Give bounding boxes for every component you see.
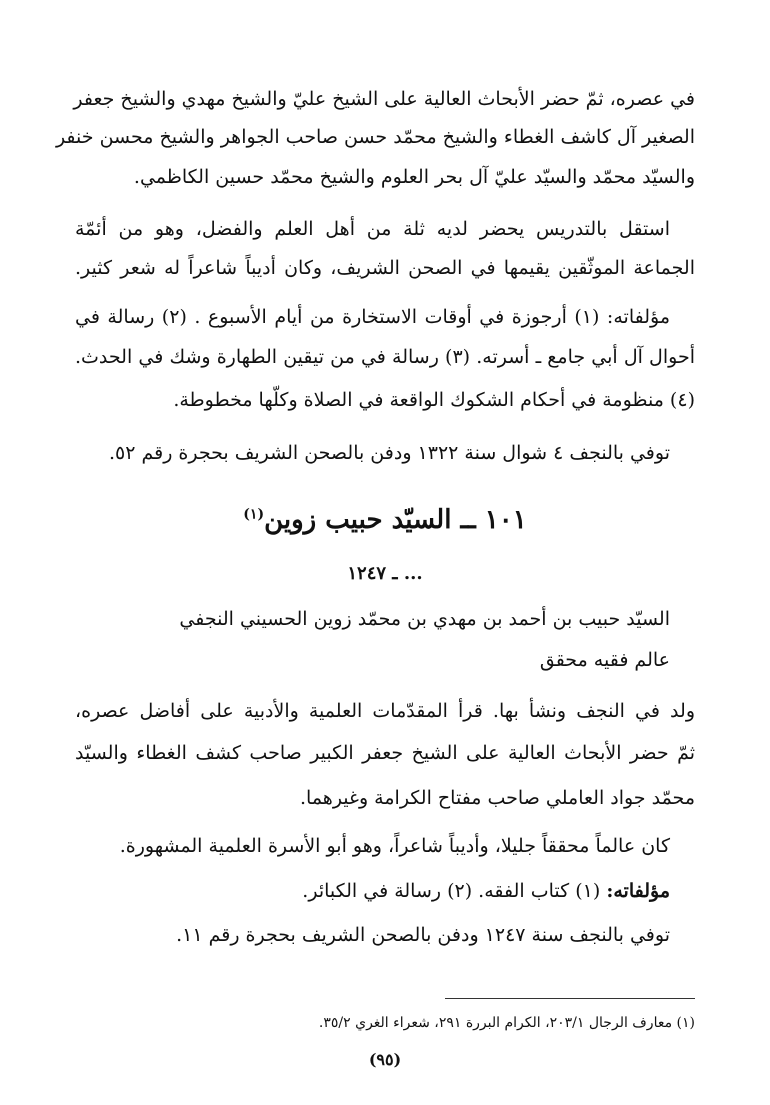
footnote-rule [445, 998, 695, 999]
entry-line: ولد في النجف ونشأ بها. قرأ المقدّمات العلمية والأدبية على أفاضل عصره، [75, 700, 695, 722]
entry-line: توفي بالنجف سنة ١٢٤٧ ودفن بالصحن الشريف بحجرة رقم ١١. [176, 924, 670, 946]
page-number: (٩٥) [368, 1050, 402, 1069]
paragraph-line: (٤) منظومة في أحكام الشكوك الواقعة في الصلاة وكلّها مخطوطة. [173, 389, 695, 411]
authored-works-text: (١) كتاب الفقه. (٢) رسالة في الكبائر. [302, 880, 607, 902]
entry-line [75, 874, 670, 908]
paragraph-line: والسيّد محمّد والسيّد عليّ آل بحر العلوم والشيخ محمّد حسين الكاظمي. [133, 166, 695, 188]
paragraph-line: أحوال آل أبي جامع ـ أسرته. (٣) رسالة في من تيقين الطهارة وشك في الحدث. [75, 346, 695, 368]
entry-line: كان عالماً محققاً جليلا، وأديباً شاعراً، وهو أبو الأسرة العلمية المشهورة. [119, 835, 670, 857]
entry-title: ١٠١ ــ السيّد حبيب زوين [264, 505, 527, 535]
paragraph-line: استقل بالتدريس يحضر لديه ثلة من أهل العلم والفضل، وهو من أئمّة [75, 218, 670, 240]
paragraph-line: في عصره، ثمّ حضر الأبحاث العالية على الشيخ عليّ والشيخ مهدي والشيخ جعفر [73, 88, 695, 110]
entry-heading [0, 505, 770, 535]
paragraph-line: الصغير آل كاشف الغطاء والشيخ محمّد حسن صاحب الجواهر والشيخ محسن خنفر [55, 126, 695, 148]
paragraph-line: الجماعة الموثّقين يقيمها في الصحن الشريف، وكان أديباً شاعراً له شعر كثير. [75, 257, 695, 279]
paragraph-line: توفي بالنجف ٤ شوال سنة ١٣٢٢ ودفن بالصحن الشريف بحجرة رقم ٥٢. [108, 442, 670, 464]
paragraph-line: مؤلفاته: (١) أرجوزة في أوقات الاستخارة من أيام الأسبوع . (٢) رسالة في [75, 306, 670, 328]
entry-line: السيّد حبيب بن أحمد بن مهدي بن محمّد زوين الحسيني النجفي [179, 608, 670, 630]
footnote-marker: (١) [243, 506, 265, 523]
entry-dates: ... ـ ١٢٤٧ [347, 563, 423, 584]
entry-line: عالم فقيه محقق [539, 649, 670, 671]
entry-line: ثمّ حضر الأبحاث العالية على الشيخ جعفر الكبير صاحب كشف الغطاء والسيّد [75, 742, 695, 764]
authored-works-label: مؤلفاته: [606, 880, 670, 902]
footnote: (١) معارف الرجال ٢٠٣/١، الكرام البررة ٢٩١، شعراء الغري ٣٥/٢. [318, 1015, 695, 1031]
entry-line: محمّد جواد العاملي صاحب مفتاح الكرامة وغيرهما. [299, 787, 695, 809]
